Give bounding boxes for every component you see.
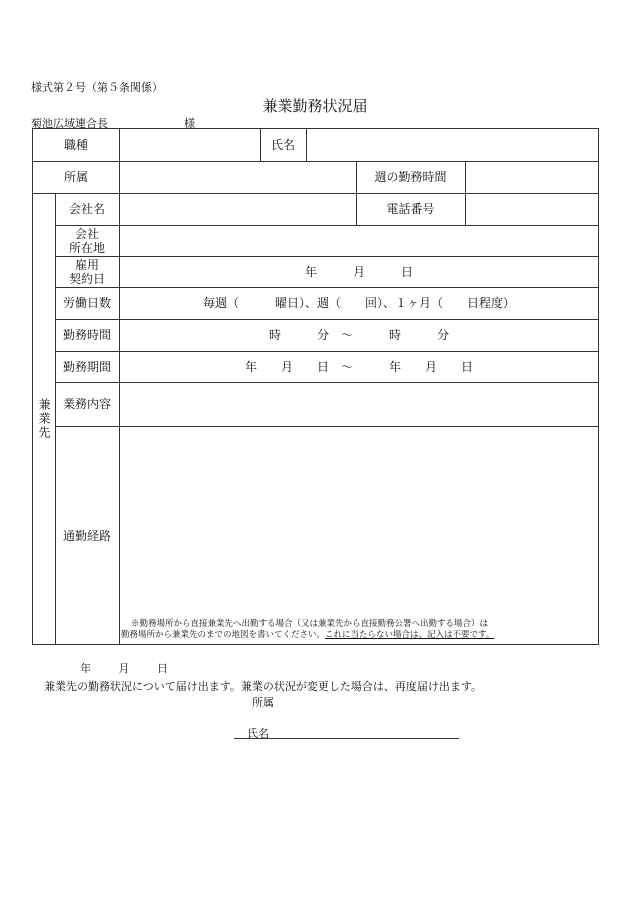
commute-route-label: 通勤経路 [62,528,111,543]
occupation-label: 職種 [63,138,88,152]
work-hours-label: 勤務時間 [62,328,111,342]
work-period-label: 勤務期間 [62,359,111,374]
submission-date[interactable]: 年 月 日 [80,662,168,675]
work-days-label: 労働日数 [62,296,111,310]
commute-note-line1: ※勤務場所から直接兼業先へ出勤する場合（又は兼業先から直接勤務公署へ出勤する場合）は [131,619,489,629]
phone-field[interactable] [466,194,598,224]
department-field[interactable] [120,162,355,192]
commute-route-field[interactable] [120,427,598,615]
footer-name-label: 氏名 [247,727,269,740]
duties-label: 業務内容 [62,397,111,411]
footer-department-label: 所属 [252,696,274,709]
weekly-hours-label: 週の勤務時間 [374,170,447,184]
phone-label: 電話番号 [386,202,435,216]
name-field[interactable] [307,130,598,160]
form-number: 様式第２号（第５条関係） [31,81,163,94]
declaration-text: 兼業先の勤務状況について届け出ます。兼業の状況が変更した場合は、再度届け出ます。 [44,680,483,693]
commute-note-line2-a: 勤務場所から兼業先のまでの地図を書いてください。 [121,630,326,640]
department-label: 所属 [63,170,88,184]
company-address-label: 会社 所在地 [68,226,105,255]
contract-date-field[interactable]: 年 月 日 [304,264,413,279]
addressee: 菊池広域連合長 [31,117,108,130]
occupation-field[interactable] [120,130,259,160]
company-address-field[interactable] [120,226,598,255]
contract-date-label: 雇用 契約日 [68,257,105,286]
side-job-group-text: 兼業先 [37,398,51,440]
work-period-field[interactable]: 年 月 日 ～ 年 月 日 [244,359,473,374]
addressee-honorific: 様 [184,117,195,130]
signature-line[interactable] [234,738,459,739]
company-name-label: 会社名 [68,202,105,216]
commute-note-line2 [121,630,494,641]
work-hours-field[interactable]: 時 分 ～ 時 分 [268,328,449,342]
weekly-hours-field[interactable] [466,162,598,192]
commute-note-line2-b: これに当たらない場合は、記入は不要です。 [325,630,495,640]
name-label: 氏名 [270,138,295,152]
company-name-field[interactable] [120,194,355,224]
work-days-field[interactable]: 毎週（ 曜日）、週（ 回）、１ヶ月（ 日程度） [202,296,515,310]
report-form-table [32,128,599,645]
commute-note [121,618,597,642]
duties-field[interactable] [120,383,598,425]
page-title: 兼業勤務状況届 [262,97,368,115]
side-job-group-label [33,193,55,645]
